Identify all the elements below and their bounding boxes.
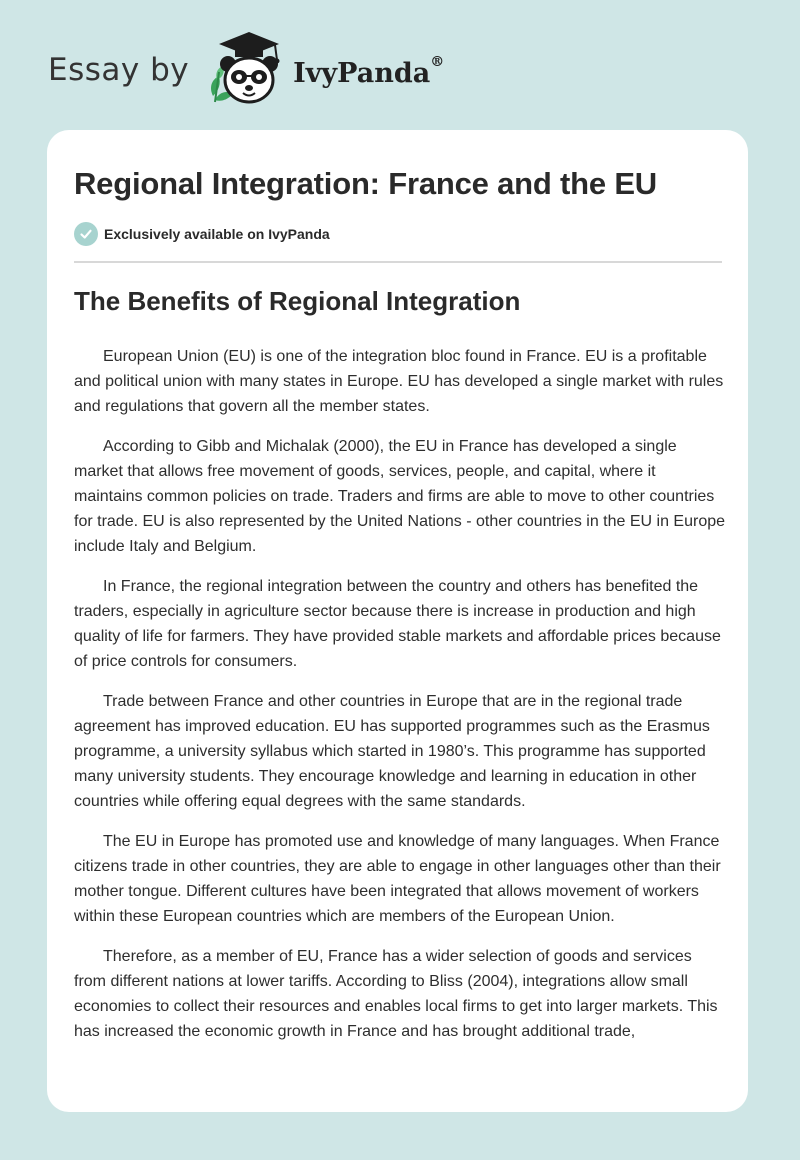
paragraph: Therefore, as a member of EU, France has a wider selection of goods and services from different nations at lower tariffs. According to Bliss (2004), integrations allow small economies to collect their resources and enables local firms to get into larger markets. This has increased the economic growth in France and has brought additional trade, [74, 948, 718, 1040]
paragraph: Trade between France and other countries in Europe that are in the regional trade agreement has improved education. EU has supported programmes such as the Erasmus programme, a university syllabus which started in 1980’s. This programme has supported many university students. They encourage knowledge and learning in education in other countries while offering equal degrees with the same standards. [74, 693, 710, 810]
essay-by-label: Essay by [48, 52, 190, 88]
essay-title: Regional Integration: France and the EU [74, 166, 657, 201]
section-heading: The Benefits of Regional Integration [74, 286, 521, 316]
panda-graduate-logo-icon[interactable] [199, 30, 289, 110]
paragraph: The EU in Europe has promoted use and knowledge of many languages. When France citizens trade in other countries, they are able to engage in other languages other than their mother tongue. Different cultures have been integrated that allows movement of workers within these European countries which are members of the European Union. [74, 833, 721, 925]
brand-text: IvyPanda [293, 57, 431, 89]
essay-card [47, 130, 748, 1112]
paragraph: European Union (EU) is one of the integration bloc found in France. EU is a profitable and political union with many states in Europe. EU has developed a single market with rules and regulations that govern all the member states. [74, 348, 724, 415]
brand-name[interactable] [293, 53, 445, 89]
essay-body [74, 344, 728, 1059]
site-header [48, 30, 444, 110]
divider [74, 261, 722, 263]
paragraph: According to Gibb and Michalak (2000), the EU in France has developed a single market that allows free movement of goods, services, people, and capital, where it maintains common policies on trade. Traders and firms are able to move to other countries for trade. EU is also represented by the United Nations - other countries in the EU in Europe include Italy and Belgium. [74, 438, 726, 555]
check-icon [74, 222, 98, 246]
paragraph: In France, the regional integration between the country and others has benefited the traders, especially in agriculture sector because there is increase in production and high quality of life for farmers. They have provided stable markets and affordable prices because of price controls for consumers. [74, 578, 721, 670]
exclusive-label: Exclusively available on IvyPanda [104, 226, 330, 242]
exclusive-badge [74, 222, 330, 246]
registered-mark: ® [430, 53, 445, 70]
